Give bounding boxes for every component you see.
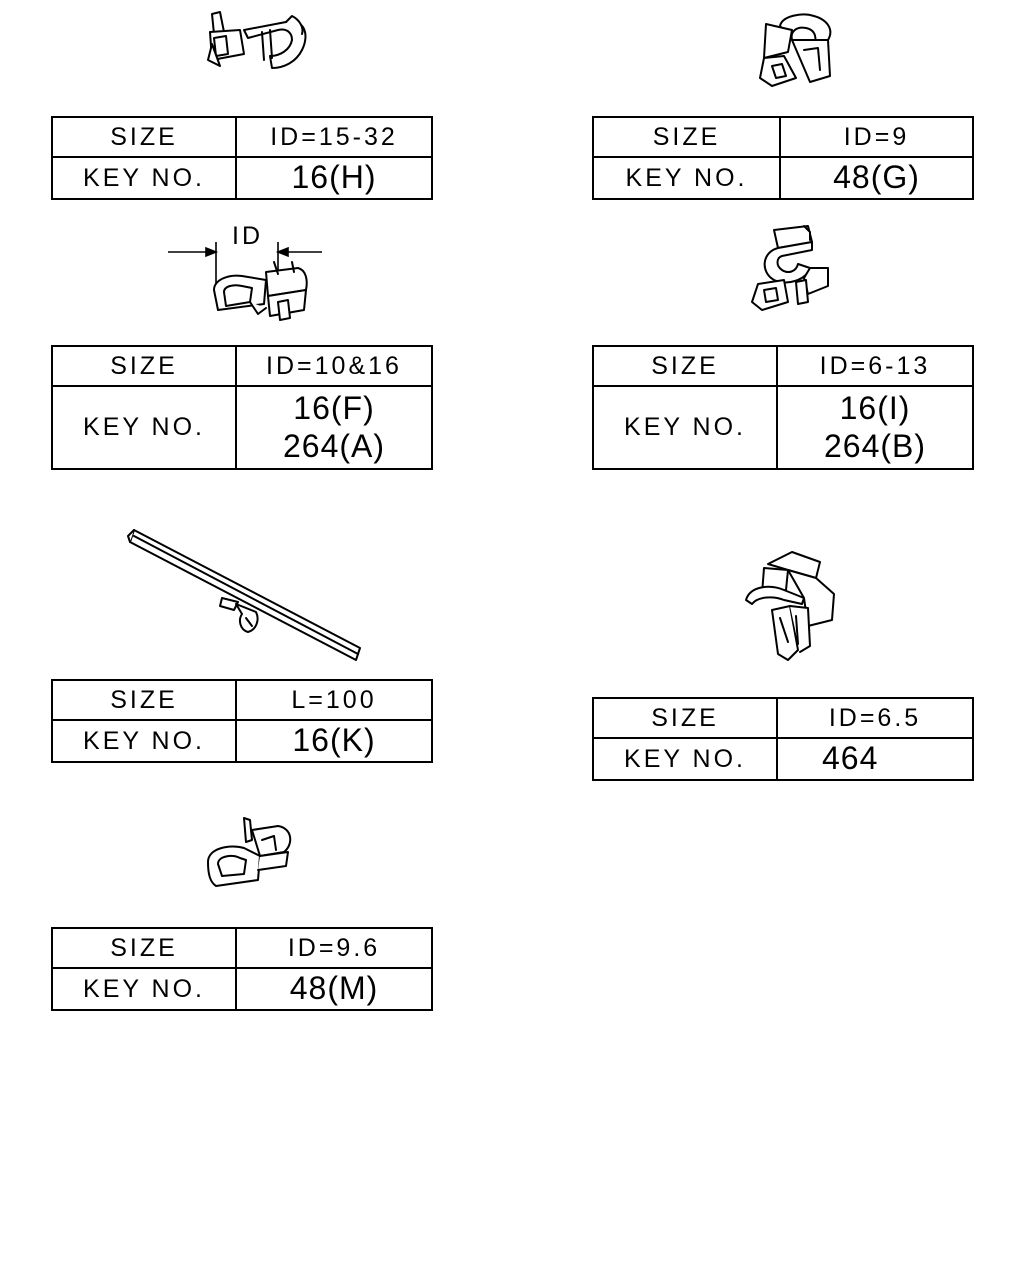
spec-table (51, 345, 433, 470)
key-no-value-line: 264(A) (282, 427, 386, 464)
key-no-label: KEY NO. (593, 157, 780, 199)
size-value: ID=6.5 (777, 698, 973, 738)
spec-table (592, 116, 974, 200)
key-no-label: KEY NO. (52, 157, 236, 199)
size-value: ID=15-32 (236, 117, 432, 157)
key-no-value-line: 16(H) (291, 159, 377, 196)
key-no-value-line: 48(G) (833, 159, 920, 196)
key-no-label: KEY NO. (52, 386, 236, 469)
spec-table (592, 345, 974, 470)
clip-icon (748, 224, 834, 316)
size-label: SIZE (52, 117, 236, 157)
size-label: SIZE (593, 346, 777, 386)
spec-table (592, 697, 974, 781)
clip-icon (752, 12, 842, 92)
key-no-value (236, 968, 432, 1010)
key-no-label: KEY NO. (52, 968, 236, 1010)
clip-icon (744, 550, 838, 662)
key-no-label: KEY NO. (52, 720, 236, 762)
size-label: SIZE (52, 680, 236, 720)
cable-tie-icon (124, 526, 366, 666)
key-no-value-line: 264(B) (823, 427, 927, 464)
clip-icon (200, 10, 310, 72)
key-no-value (780, 157, 973, 199)
clip-icon (204, 816, 296, 888)
key-no-value (236, 157, 432, 199)
key-no-value-line: 16(F) (293, 389, 375, 426)
key-no-value-line: 464 (822, 740, 879, 777)
size-value: ID=9 (780, 117, 973, 157)
size-value: L=100 (236, 680, 432, 720)
size-label: SIZE (52, 928, 236, 968)
key-no-value (236, 386, 432, 469)
key-no-value-line: 16(K) (292, 722, 376, 759)
key-no-value (236, 720, 432, 762)
spec-table (51, 927, 433, 1011)
clip-icon (208, 262, 312, 326)
key-no-value (777, 738, 973, 780)
size-label: SIZE (52, 346, 236, 386)
id-dimension-label: ID (232, 222, 263, 250)
spec-table (51, 116, 433, 200)
key-no-value-line: 48(M) (289, 970, 379, 1007)
key-no-label: KEY NO. (593, 738, 777, 780)
key-no-label: KEY NO. (593, 386, 777, 469)
size-label: SIZE (593, 117, 780, 157)
spec-table (51, 679, 433, 763)
key-no-value (777, 386, 973, 469)
size-label: SIZE (593, 698, 777, 738)
size-value: ID=9.6 (236, 928, 432, 968)
key-no-value-line: 16(I) (839, 389, 911, 426)
size-value: ID=10&16 (236, 346, 432, 386)
size-value: ID=6-13 (777, 346, 973, 386)
